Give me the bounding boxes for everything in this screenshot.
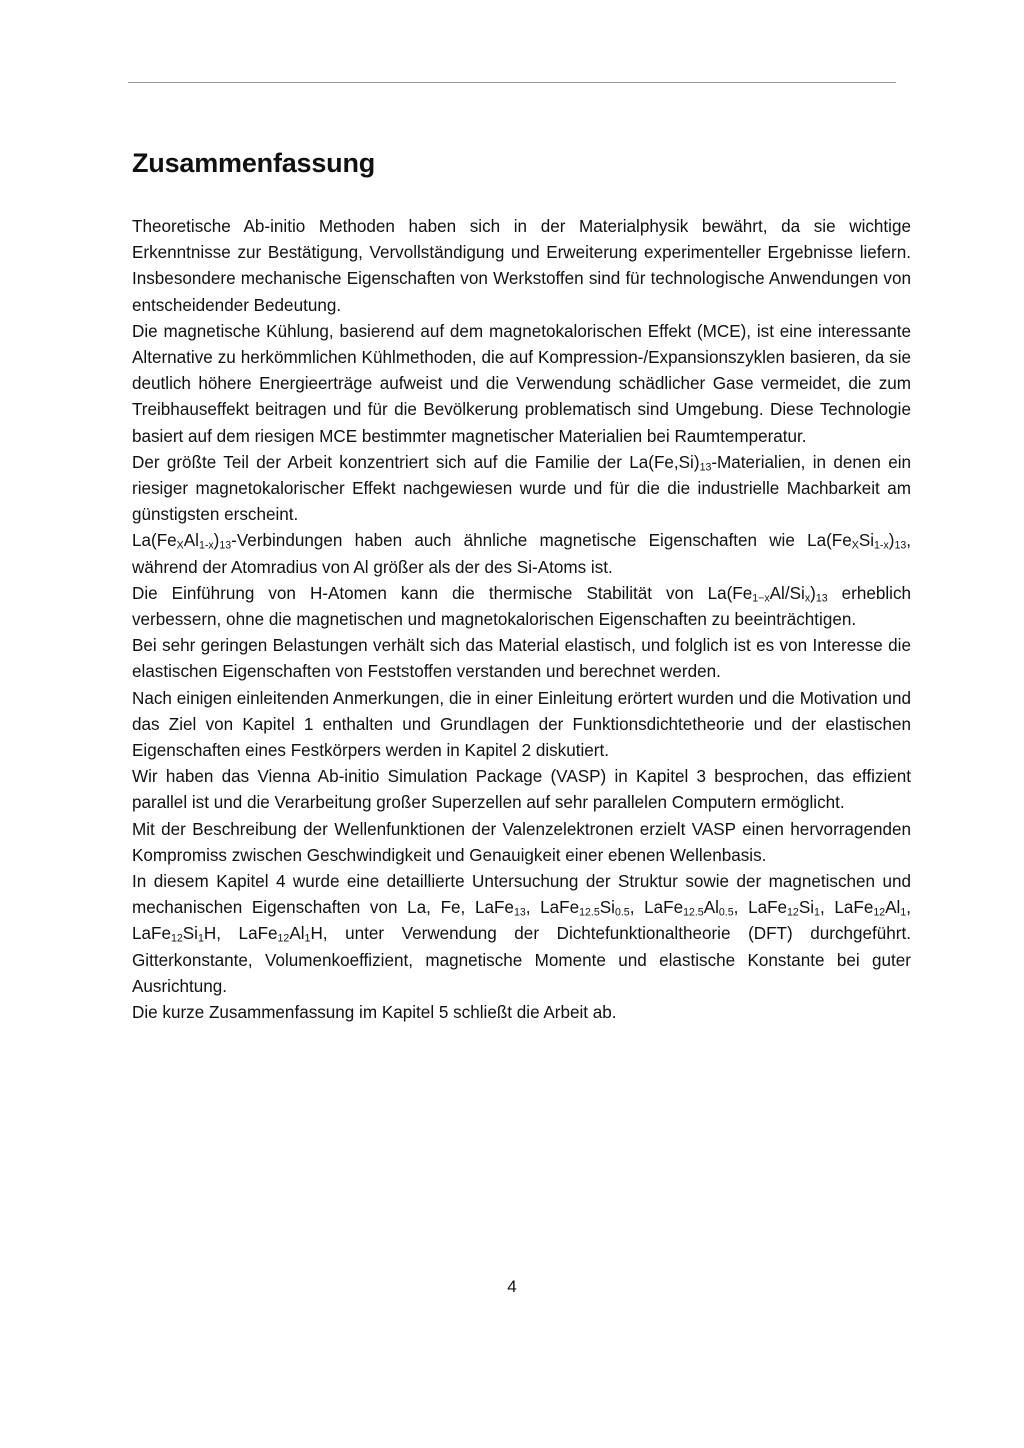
paragraph-3: Der größte Teil der Arbeit konzentriert sich auf die Familie der $La(Fe,Si)_{13}$-Materialien, in denen ein riesiger magnetokalorischer Effekt nachgewiesen wurde und für die die industrielle Machbarkeit am günstigsten erscheint. [132, 452, 912, 525]
paragraph-7: Nach einigen einleitenden Anmerkungen, die in einer Einleitung erörtert wurden und die Motivation und das Ziel von Kapitel 1 enthalten und Grundlagen der Funktionsdichtetheorie und der elastischen Eigenschaften eines Festkörpers werden in Kapitel 2 diskutiert. [132, 688, 911, 761]
paragraph-2: Die magnetische Kühlung, basierend auf dem magnetokalorischen Effekt (MCE), ist eine interessante Alternative zu herkömmlichen Kühlmethoden, die auf Kompression-/Expansionszyklen basieren, da sie deutlich höhere Energieerträge aufweist und die Verwendung schädlicher Gase vermeidet, die zum Treibhauseffekt beitragen und für die Bevölkerung problematisch sind Umgebung. Diese Technologie basiert auf dem riesigen MCE bestimmter magnetischer Materialien bei Raumtemperatur. [132, 321, 911, 446]
paragraph-5: Die Einführung von H-Atomen kann die thermische Stabilität von $La(Fe_{1-x}Al/Si_x)_{13}$ erheblich verbessern, ohne die magnetischen und magnetokalorischen Eigenschaften zu beeinträchtigen. [132, 583, 911, 630]
page-title: Zusammenfassung [132, 148, 376, 178]
page-number: 4 [507, 1277, 517, 1296]
paragraph-11: Die kurze Zusammenfassung im Kapitel 5 schließt die Arbeit ab. [132, 1003, 617, 1023]
paragraph-4: $La(Fe_XAl_{1-x})_{13}$-Verbindungen haben auch ähnliche magnetische Eigenschaften wie $La(Fe_XSi_{1-x})_{13}$, während der Atomradius von Al größer als der des Si-Atoms ist. [132, 531, 911, 577]
body-text [132, 214, 911, 1026]
header-rule [128, 82, 896, 83]
paragraph-6: Bei sehr geringen Belastungen verhält sich das Material elastisch, und folglich ist es von Interesse die elastischen Eigenschaften von Feststoffen verstanden und berechnet werden. [132, 636, 911, 682]
paragraph-10: In diesem Kapitel 4 wurde eine detaillierte Untersuchung der Struktur sowie der magnetischen und mechanischen Eigenschaften von La, Fe, LaFe$_{13}$, $LaFe_{12.5}Si_{0.5}$, $LaFe_{12.5}Al_{0.5}$, $LaFe_{12}Si_1$, $LaFe_{12}Al_1$, $LaFe_{12}Si_1H$, $LaFe_{12}Al_1H$, unter Verwendung der Dichtefunktionaltheorie (DFT) durchgeführt. Gitterkonstante, Volumenkoeffizient, magnetische Momente und elastische Konstante bei guter Ausrichtung. [132, 872, 912, 996]
paragraph-8: Wir haben das Vienna Ab-initio Simulation Package (VASP) in Kapitel 3 besprochen, das effizient parallel ist und die Verarbeitung großer Superzellen auf sehr parallelen Computern ermöglicht. [132, 767, 911, 813]
paragraph-1: Theoretische Ab-initio Methoden haben sich in der Materialphysik bewährt, da sie wichtige Erkenntnisse zur Bestätigung, Vervollständigung und Erweiterung experimenteller Ergebnisse liefern. Insbesondere mechanische Eigenschaften von Werkstoffen sind für technologische Anwendungen von entscheidender Bedeutung. [132, 217, 911, 315]
paragraph-9: Mit der Beschreibung der Wellenfunktionen der Valenzelektronen erzielt VASP einen hervorragenden Kompromiss zwischen Geschwindigkeit und Genauigkeit einer ebenen Wellenbasis. [132, 819, 911, 865]
